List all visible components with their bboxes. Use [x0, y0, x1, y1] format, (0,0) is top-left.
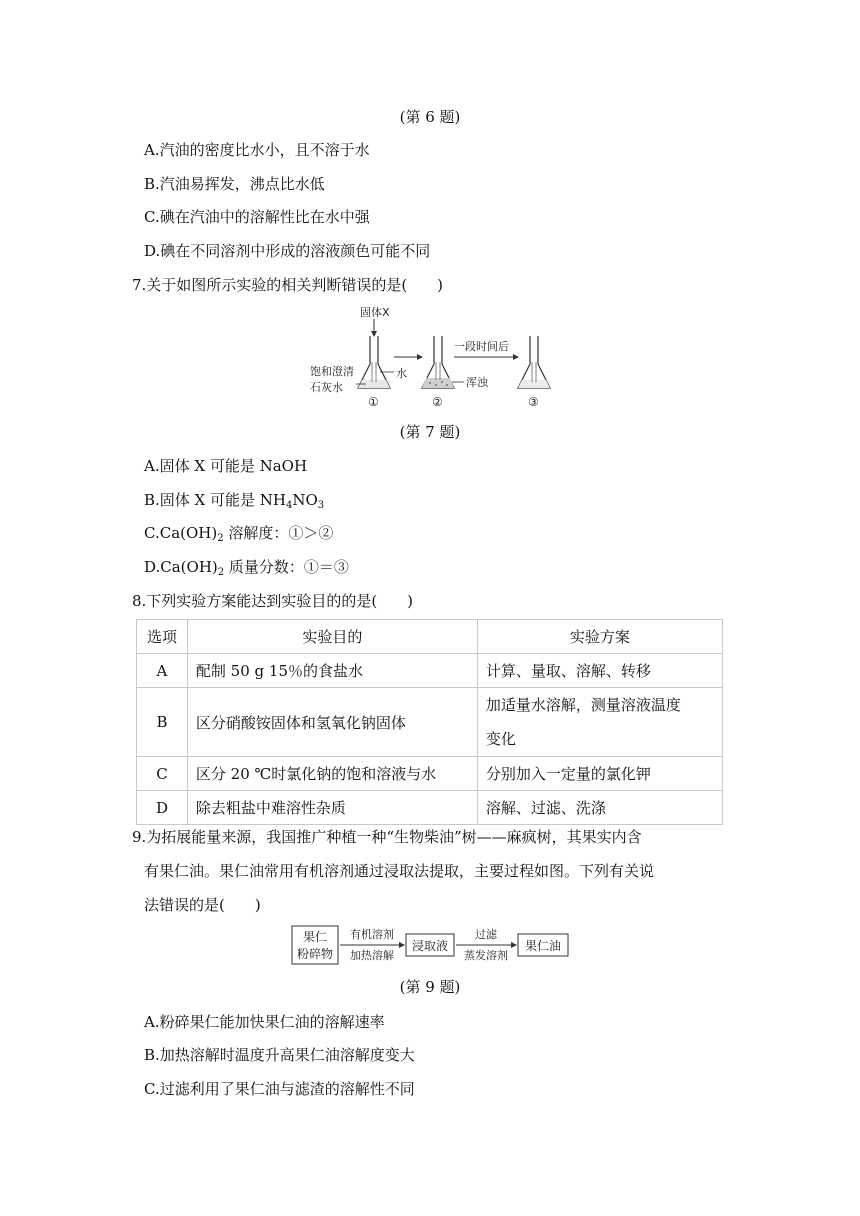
q7-label-after: 一段时间后	[454, 340, 509, 353]
q9-caption: (第 9 题)	[399, 978, 461, 996]
q7-label-1: ①	[368, 395, 379, 409]
flow-box1-line1: 果仁	[302, 930, 328, 944]
flask-3	[518, 336, 550, 388]
q9-flow-diagram	[290, 924, 572, 968]
q7-option-b: B.固体 X 可能是 $NH_4NO_3$	[144, 491, 325, 511]
table-cell-goal: 除去粗盐中难溶性杂质	[187, 791, 477, 825]
q9-stem-line-1: 9.为拓展能量来源，我国推广种植一种“生物柴油”树——麻疯树，其果实内含	[132, 828, 642, 846]
table-cell-option: D	[137, 791, 188, 825]
table-row	[137, 654, 723, 688]
table-cell-option: A	[137, 654, 188, 688]
q6-caption: (第 6 题)	[399, 108, 461, 126]
table-header-option: 选项	[137, 620, 188, 654]
q9-option-b: B.加热溶解时温度升高果仁油溶解度变大	[144, 1046, 415, 1064]
q6-option-c: C.碘在汽油中的溶解性比在水中强	[144, 208, 370, 226]
q9-stem-line-2: 有果仁油。果仁油常用有机溶剂通过浸取法提取，主要过程如图。下列有关说	[144, 862, 655, 880]
table-row	[137, 688, 723, 757]
table-cell-option: B	[137, 688, 188, 757]
q6-option-d: D.碘在不同溶剂中形成的溶液颜色可能不同	[144, 242, 431, 260]
table-header-goal: 实验目的	[187, 620, 477, 654]
flow-arrow1-bottom: 加热溶解	[350, 949, 394, 962]
q7-label-2: ②	[432, 395, 443, 409]
q7-option-c: $C.Ca(OH)_2$ 溶解度：①＞②	[144, 524, 334, 544]
q7-option-d: $D.Ca(OH)_2$ 质量分数：①＝③	[144, 558, 349, 578]
q7-label-saturated-1: 饱和澄清	[310, 365, 354, 378]
q6-option-b: B.汽油易挥发，沸点比水低	[144, 175, 325, 193]
q7-figure	[306, 302, 556, 412]
q7-caption: (第 7 题)	[399, 423, 461, 441]
flow-arrow2-bottom: 蒸发溶剂	[464, 949, 508, 962]
q9-option-c: C.过滤利用了果仁油与滤渣的溶解性不同	[144, 1080, 415, 1098]
flow-arrow2-top: 过滤	[475, 928, 497, 941]
flow-box3: 果仁油	[524, 939, 562, 953]
table-cell-goal: 区分硝酸铵固体和氢氧化钠固体	[187, 688, 477, 757]
table-cell-plan: 分别加入一定量的氯化钾	[477, 757, 722, 791]
table-cell-option: C	[137, 757, 188, 791]
q7-option-a: A.固体 X 可能是 NaOH	[144, 457, 308, 475]
q7-label-turbid: 浑浊	[466, 376, 488, 389]
flask-2	[422, 336, 454, 388]
table-cell-plan: 溶解、过滤、洗涤	[477, 791, 722, 825]
table-header-row	[137, 620, 723, 654]
flow-box1-line2: 粉碎物	[296, 947, 334, 961]
q9-stem-line-3: 法错误的是( )	[144, 896, 261, 914]
flow-arrow1-top: 有机溶剂	[350, 928, 394, 941]
table-cell-goal: 区分 20 ℃时氯化钠的饱和溶液与水	[187, 757, 477, 791]
table-cell-goal: 配制 50 g 15％的食盐水	[187, 654, 477, 688]
table-row	[137, 791, 723, 825]
flask-1	[358, 336, 390, 388]
q8-table	[136, 619, 723, 825]
q7-label-solid: 固体X	[360, 306, 390, 319]
q9-option-a: A.粉碎果仁能加快果仁油的溶解速率	[144, 1013, 385, 1031]
q6-option-a: A.汽油的密度比水小，且不溶于水	[144, 141, 370, 159]
table-header-plan: 实验方案	[477, 620, 722, 654]
table-row	[137, 757, 723, 791]
table-cell-plan: 计算、量取、溶解、转移	[477, 654, 722, 688]
table-cell-plan: 加适量水溶解，测量溶液温度 变化	[477, 688, 722, 757]
q7-label-3: ③	[528, 395, 539, 409]
q8-stem: 8.下列实验方案能达到实验目的的是( )	[132, 592, 414, 610]
q7-label-water: 水	[396, 367, 407, 380]
q7-stem: 7.关于如图所示实验的相关判断错误的是( )	[132, 276, 444, 294]
q7-label-saturated-2: 石灰水	[310, 381, 343, 394]
flow-box2: 浸取液	[411, 939, 449, 953]
